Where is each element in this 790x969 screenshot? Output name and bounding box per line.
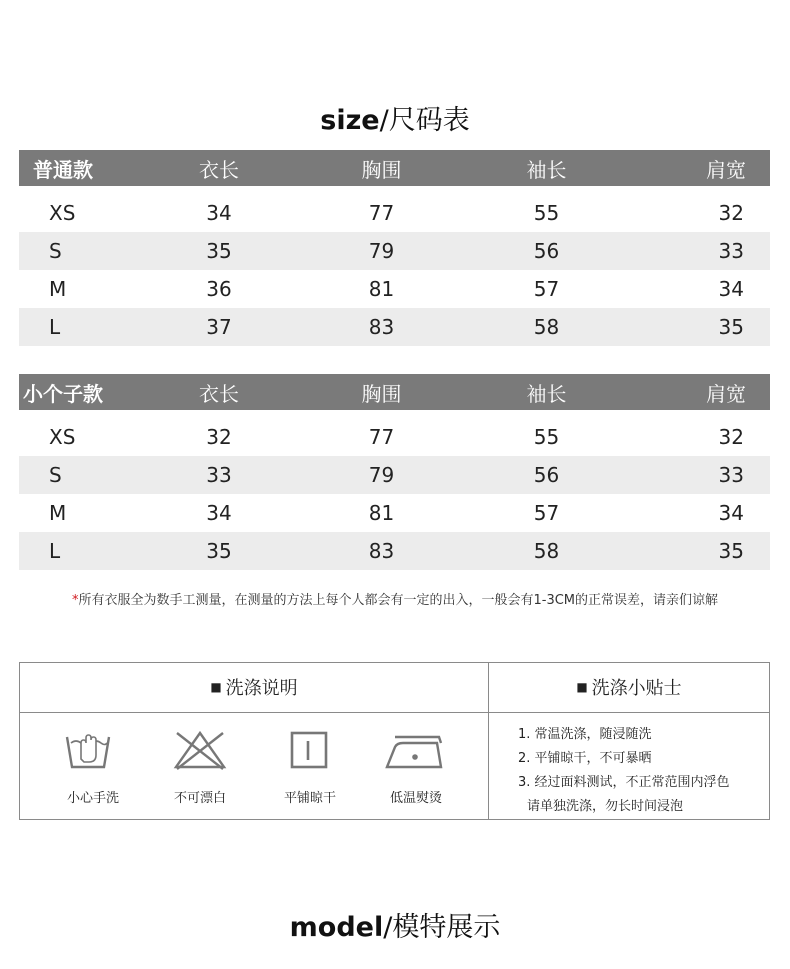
shoulder-cell: 34 <box>718 277 744 301</box>
petite-header-shoulder: 肩宽 <box>629 374 770 410</box>
sleeve-cell: 55 <box>533 425 560 449</box>
length-cell: 33 <box>139 456 299 494</box>
chest-cell: 77 <box>368 425 395 449</box>
model-title-en: model <box>289 912 384 943</box>
table-row <box>19 270 770 308</box>
bullet-icon: ■ <box>576 680 588 694</box>
size-title-sep: / <box>379 105 389 136</box>
sleeve-cell: 58 <box>464 308 629 346</box>
care-left-title: 洗涤说明 <box>225 678 298 699</box>
length-cell: 37 <box>139 308 299 346</box>
table-row <box>19 456 770 494</box>
sleeve-cell: 57 <box>533 501 560 525</box>
sleeve-cell: 56 <box>464 456 629 494</box>
length-cell: 34 <box>206 201 232 225</box>
chest-cell: 79 <box>299 456 464 494</box>
length-cell: 36 <box>206 277 232 301</box>
table-row <box>19 418 770 456</box>
shoulder-cell: 35 <box>629 308 770 346</box>
size-cell: XS <box>49 201 76 225</box>
note-asterisk: * <box>71 593 79 608</box>
care-right-title: 洗涤小贴士 <box>591 678 682 699</box>
care-right-header <box>489 663 769 712</box>
size-cell: XS <box>49 425 76 449</box>
regular-header-sleeve: 袖长 <box>464 150 629 186</box>
chest-cell: 79 <box>299 232 464 270</box>
shoulder-cell: 35 <box>629 532 770 570</box>
model-title-sep: / <box>383 912 393 943</box>
table-row <box>19 532 770 570</box>
care-left-header <box>20 663 488 712</box>
shoulder-cell: 33 <box>629 456 770 494</box>
chest-cell: 83 <box>299 308 464 346</box>
hand-wash-label: 小心手洗 <box>66 791 119 806</box>
tip-item: 请单独洗涤，勿长时间浸泡 <box>527 799 684 814</box>
care-header-divider <box>20 712 769 713</box>
note-text: 所有衣服全为数手工测量，在测量的方法上每个人都会有一定的出入，一般会有1-3CM的正常误差，请亲们谅解 <box>78 593 719 608</box>
bullet-icon: ■ <box>210 680 222 694</box>
length-cell: 35 <box>139 232 299 270</box>
chest-cell: 77 <box>368 201 395 225</box>
petite-header-chest: 胸围 <box>299 374 464 410</box>
no-bleach-icon <box>171 729 229 771</box>
flat-dry-label: 平铺晾干 <box>283 791 336 806</box>
size-cell: M <box>49 277 67 301</box>
measurement-note <box>0 589 790 608</box>
regular-header-style: 普通款 <box>19 150 139 186</box>
low-iron-label: 低温熨烫 <box>389 791 442 806</box>
hand-wash-icon <box>65 729 111 771</box>
regular-header-row <box>19 150 770 186</box>
table-row <box>19 194 770 232</box>
shoulder-cell: 32 <box>718 425 744 449</box>
size-title-cn: 尺码表 <box>388 105 470 136</box>
tip-item: 2. 平铺晾干，不可暴晒 <box>518 751 652 766</box>
sleeve-cell: 56 <box>464 232 629 270</box>
flat-dry-icon <box>290 729 330 771</box>
low-iron-icon <box>385 729 447 771</box>
petite-header-sleeve: 袖长 <box>464 374 629 410</box>
table-row <box>19 308 770 346</box>
tip-item: 1. 常温洗涤，随浸随洗 <box>518 727 652 742</box>
table-row <box>19 494 770 532</box>
petite-header-style: 小个子款 <box>19 374 139 410</box>
tip-item: 3. 经过面料测试，不正常范围内浮色 <box>518 775 730 790</box>
sleeve-cell: 55 <box>533 201 560 225</box>
length-cell: 34 <box>206 501 232 525</box>
size-cell: M <box>49 501 67 525</box>
regular-header-shoulder: 肩宽 <box>629 150 770 186</box>
regular-header-length: 衣长 <box>139 150 299 186</box>
chest-cell: 81 <box>368 277 395 301</box>
care-instructions-box <box>19 662 770 820</box>
sleeve-cell: 58 <box>464 532 629 570</box>
petite-header-length: 衣长 <box>139 374 299 410</box>
regular-size-table <box>19 150 770 346</box>
chest-cell: 81 <box>368 501 395 525</box>
model-section-title <box>0 905 790 944</box>
shoulder-cell: 32 <box>718 201 744 225</box>
length-cell: 35 <box>139 532 299 570</box>
size-cell: L <box>19 532 139 570</box>
petite-header-row <box>19 374 770 410</box>
size-cell: L <box>19 308 139 346</box>
shoulder-cell: 33 <box>629 232 770 270</box>
size-cell: S <box>19 456 139 494</box>
length-cell: 32 <box>206 425 232 449</box>
size-chart-title <box>0 98 790 137</box>
table-row <box>19 232 770 270</box>
sleeve-cell: 57 <box>533 277 560 301</box>
petite-size-table <box>19 374 770 570</box>
regular-header-chest: 胸围 <box>299 150 464 186</box>
size-cell: S <box>19 232 139 270</box>
model-title-cn: 模特展示 <box>392 912 501 943</box>
no-bleach-label: 不可漂白 <box>173 791 226 806</box>
shoulder-cell: 34 <box>718 501 744 525</box>
care-tips-list <box>518 723 763 819</box>
chest-cell: 83 <box>299 532 464 570</box>
size-title-en: size <box>320 105 380 136</box>
